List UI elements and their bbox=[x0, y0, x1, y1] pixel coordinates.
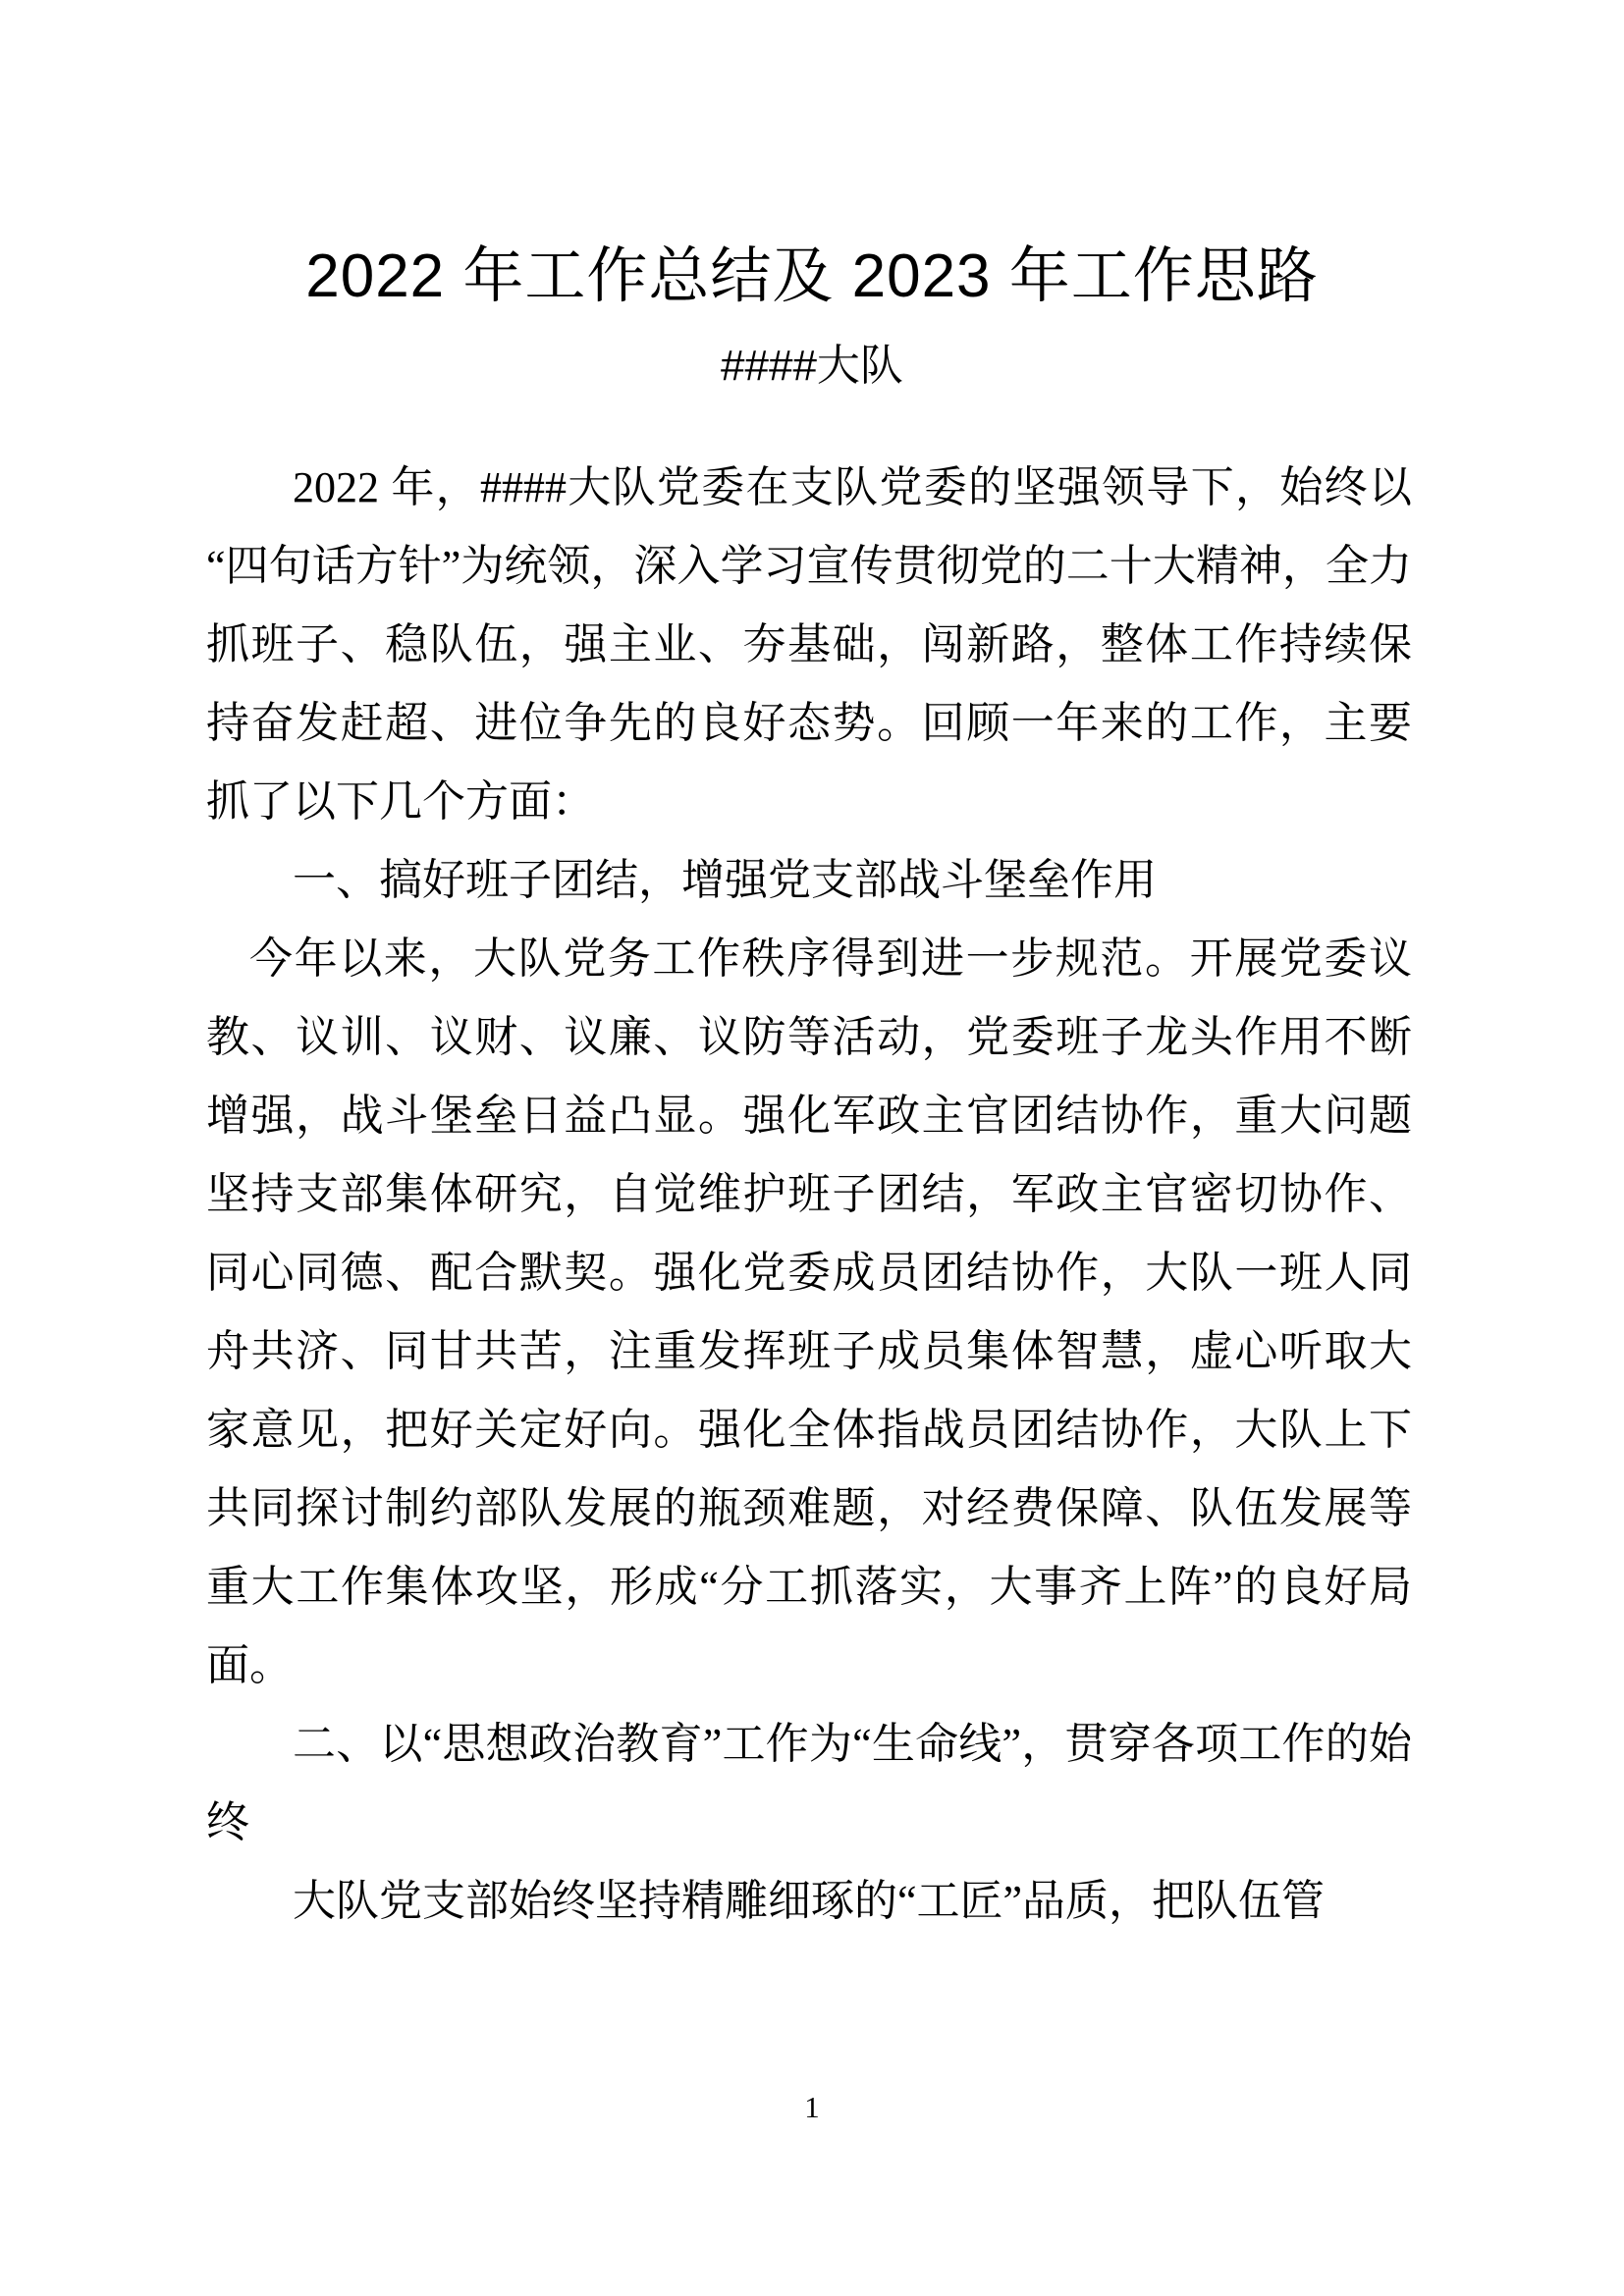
document-subtitle: ####大队 bbox=[721, 342, 903, 390]
paragraph-intro: 2022 年，####大队党委在支队党委的坚强领导下，始终以“四句话方针”为统领，深入学习宣传贯彻党的二十大精神，全力抓班子、稳队伍，强主业、夯基础，闯新路，整体工作持续保持奋发赶超、进位争先的良好态势。回顾一年来的工作，主要抓了以下几个方面： bbox=[206, 463, 1412, 826]
document-title: 2022 年工作总结及 2023 年工作思路 bbox=[305, 242, 1319, 310]
section-heading-2: 二、以“思想政治教育”工作为“生命线”，贯穿各项工作的始终 bbox=[206, 1720, 1412, 1846]
page-number: 1 bbox=[804, 2090, 820, 2124]
paragraph-section-2: 大队党支部始终坚持精雕细琢的“工匠”品质，把队伍管 bbox=[293, 1877, 1326, 1925]
document-body bbox=[206, 449, 1412, 1941]
paragraph-section-1: 今年以来，大队党务工作秩序得到进一步规范。开展党委议教、议训、议财、议廉、议防等活动，党委班子龙头作用不断增强，战斗堡垒日益凸显。强化军政主官团结协作，重大问题坚持支部集体研究，自觉维护班子团结，军政主官密切协作、同心同德、配合默契。强化党委成员团结协作，大队一班人同舟共济、同甘共苦，注重发挥班子成员集体智慧，虚心听取大家意见，把好关定好向。强化全体指战员团结协作，大队上下共同探讨制约部队发展的瓶颈难题，对经费保障、队伍发展等重大工作集体攻坚，形成“分工抓落实，大事齐上阵”的良好局面。 bbox=[206, 934, 1412, 1689]
section-heading-1: 一、搞好班子团结，增强党支部战斗堡垒作用 bbox=[293, 856, 1157, 904]
